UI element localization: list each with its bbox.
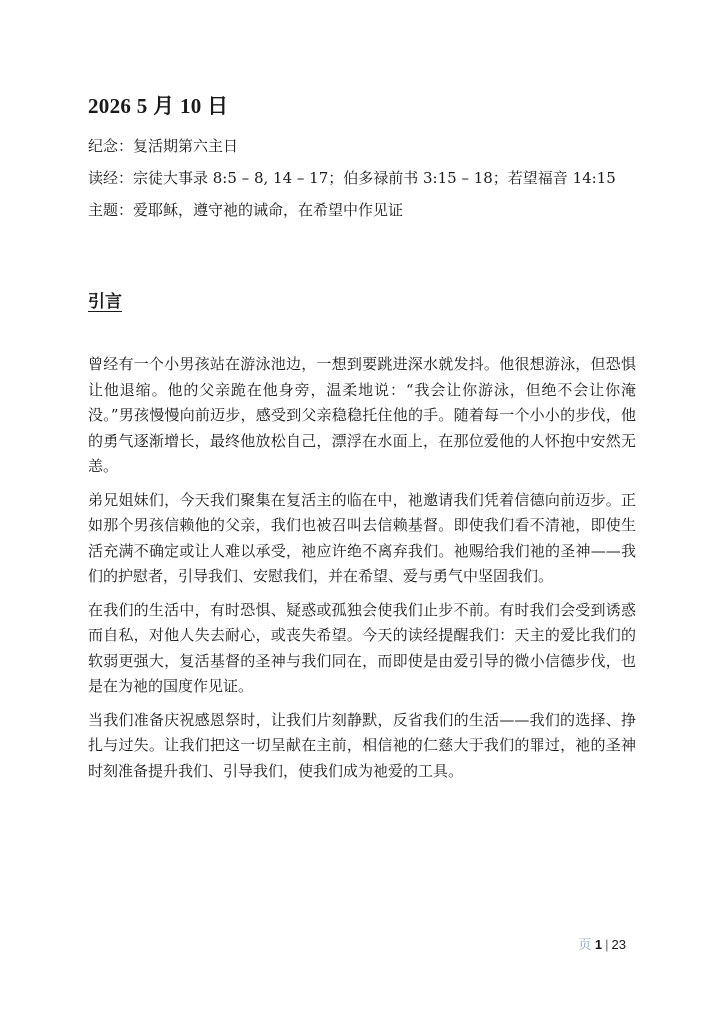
liturgy-meta [88, 130, 648, 226]
readings-line: 读经：宗徒大事录 8:5 – 8, 14 – 17；伯多禄前书 3:15 – 18；若望福音 14:15 [88, 169, 616, 187]
paragraph: 曾经有一个小男孩站在游泳池边，一想到要跳进深水就发抖。他很想游泳，但恐惧让他退缩。他的父亲跪在他身旁，温柔地说：“我会让你游泳，但绝不会让你淹没。”男孩慢慢向前迈步，感受到父亲稳稳托住他的手。随着每一个小小的步伐，他的勇气逐渐增长，最终他放松自己，漂浮在水面上，在那位爱他的人怀抱中安然无恙。 [88, 355, 636, 475]
page-title: 2026 5 月 10 日 [88, 94, 229, 118]
theme-line: 主题：爱耶稣，遵守祂的诫命，在希望中作见证 [88, 201, 404, 219]
commemoration-line: 纪念：复活期第六主日 [88, 137, 239, 155]
page-number: 1 [594, 937, 603, 952]
introduction-body [88, 352, 636, 792]
page-footer [578, 934, 626, 953]
paragraph: 在我们的生活中，有时恐惧、疑惑或孤独会使我们止步不前。有时我们会受到诱惑而自私，对他人失去耐心，或丧失希望。今天的读经提醒我们：天主的爱比我们的软弱更强大，复活基督的圣神与我们同在，而即使是由爱引导的微小信德步伐，也是在为祂的国度作见证。 [88, 600, 636, 695]
section-heading: 引言 [88, 292, 122, 312]
page-separator: | [605, 937, 609, 952]
page-label: 页 [578, 937, 592, 952]
paragraph: 弟兄姐妹们，今天我们聚集在复活主的临在中，祂邀请我们凭着信德向前迈步。正如那个男孩信赖他的父亲，我们也被召叫去信赖基督。即使我们看不清祂，即使生活充满不确定或让人难以承受，祂应许绝不离弃我们。祂赐给我们祂的圣神——我们的护慰者，引导我们、安慰我们，并在希望、爱与勇气中坚固我们。 [88, 490, 636, 585]
paragraph: 当我们准备庆祝感恩祭时，让我们片刻静默，反省我们的生活——我们的选择、挣扎与过失。让我们把这一切呈献在主前，相信祂的仁慈大于我们的罪过，祂的圣神时刻准备提升我们、引导我们，使我们成为祂爱的工具。 [88, 710, 636, 780]
total-pages: 23 [611, 937, 626, 952]
